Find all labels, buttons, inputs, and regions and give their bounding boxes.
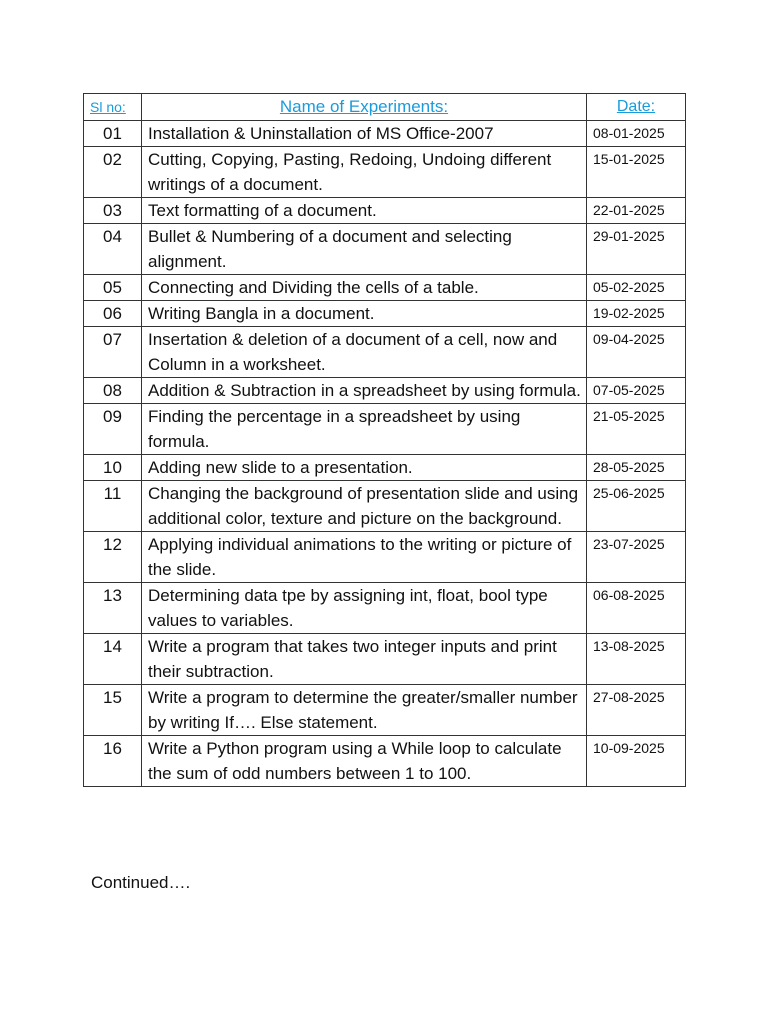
table-row: [84, 455, 686, 481]
sl-no-cell: 12: [84, 532, 142, 583]
date-cell: 25-06-2025: [587, 481, 686, 532]
date-cell: 09-04-2025: [587, 327, 686, 378]
table-row: [84, 532, 686, 583]
table-row: [84, 378, 686, 404]
sl-no-cell: 02: [84, 147, 142, 198]
header-experiment-name: Name of Experiments:: [142, 94, 587, 121]
table-header-row: [84, 94, 686, 121]
experiment-name-cell: Addition & Subtraction in a spreadsheet by using formula.: [142, 378, 587, 404]
sl-no-cell: 06: [84, 301, 142, 327]
sl-no-cell: 07: [84, 327, 142, 378]
sl-no-cell: 14: [84, 634, 142, 685]
header-sl-no: Sl no:: [84, 94, 142, 121]
date-cell: 22-01-2025: [587, 198, 686, 224]
experiments-table: [83, 93, 686, 787]
sl-no-cell: 15: [84, 685, 142, 736]
experiment-name-cell: Write a program that takes two integer inputs and print their subtraction.: [142, 634, 587, 685]
experiment-name-cell: Applying individual animations to the writing or picture of the slide.: [142, 532, 587, 583]
date-cell: 29-01-2025: [587, 224, 686, 275]
table-row: [84, 736, 686, 787]
sl-no-cell: 13: [84, 583, 142, 634]
date-cell: 06-08-2025: [587, 583, 686, 634]
experiment-name-cell: Cutting, Copying, Pasting, Redoing, Undoing different writings of a document.: [142, 147, 587, 198]
date-cell: 23-07-2025: [587, 532, 686, 583]
date-cell: 28-05-2025: [587, 455, 686, 481]
sl-no-cell: 09: [84, 404, 142, 455]
table-row: [84, 327, 686, 378]
sl-no-cell: 16: [84, 736, 142, 787]
experiment-name-cell: Write a program to determine the greater/smaller number by writing If…. Else statement.: [142, 685, 587, 736]
sl-no-cell: 03: [84, 198, 142, 224]
table-row: [84, 634, 686, 685]
sl-no-cell: 05: [84, 275, 142, 301]
date-cell: 10-09-2025: [587, 736, 686, 787]
experiment-name-cell: Finding the percentage in a spreadsheet by using formula.: [142, 404, 587, 455]
sl-no-cell: 01: [84, 121, 142, 147]
sl-no-cell: 04: [84, 224, 142, 275]
table-row: [84, 198, 686, 224]
sl-no-cell: 08: [84, 378, 142, 404]
header-date: Date:: [587, 94, 686, 121]
sl-no-cell: 11: [84, 481, 142, 532]
table-row: [84, 404, 686, 455]
experiment-name-cell: Installation & Uninstallation of MS Office-2007: [142, 121, 587, 147]
date-cell: 19-02-2025: [587, 301, 686, 327]
experiment-name-cell: Write a Python program using a While loop to calculate the sum of odd numbers between 1 to 100.: [142, 736, 587, 787]
experiment-name-cell: Insertation & deletion of a document of a cell, now and Column in a worksheet.: [142, 327, 587, 378]
experiment-name-cell: Adding new slide to a presentation.: [142, 455, 587, 481]
date-cell: 27-08-2025: [587, 685, 686, 736]
date-cell: 13-08-2025: [587, 634, 686, 685]
table-row: [84, 481, 686, 532]
date-cell: 07-05-2025: [587, 378, 686, 404]
experiment-name-cell: Bullet & Numbering of a document and selecting alignment.: [142, 224, 587, 275]
experiment-name-cell: Determining data tpe by assigning int, float, bool type values to variables.: [142, 583, 587, 634]
date-cell: 05-02-2025: [587, 275, 686, 301]
experiment-name-cell: Text formatting of a document.: [142, 198, 587, 224]
date-cell: 08-01-2025: [587, 121, 686, 147]
experiment-name-cell: Connecting and Dividing the cells of a table.: [142, 275, 587, 301]
table-row: [84, 224, 686, 275]
table-row: [84, 121, 686, 147]
table-row: [84, 301, 686, 327]
experiment-name-cell: Changing the background of presentation slide and using additional color, texture and picture on the background.: [142, 481, 587, 532]
table-row: [84, 147, 686, 198]
experiment-name-cell: Writing Bangla in a document.: [142, 301, 587, 327]
sl-no-cell: 10: [84, 455, 142, 481]
continued-note: Continued….: [91, 873, 191, 892]
table-row: [84, 583, 686, 634]
table-row: [84, 685, 686, 736]
table-row: [84, 275, 686, 301]
date-cell: 21-05-2025: [587, 404, 686, 455]
table-body: [84, 121, 686, 787]
date-cell: 15-01-2025: [587, 147, 686, 198]
